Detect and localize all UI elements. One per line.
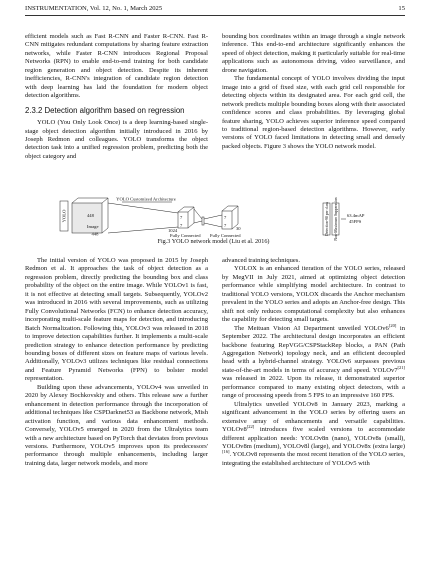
column-1-bottom xyxy=(25,257,208,468)
fig-dim-7b: 7 xyxy=(180,223,183,228)
header-rule xyxy=(25,15,405,16)
paragraph: The fundamental concept of YOLO involves dividing the input image into a grid of fixed size, with each grid cell responsible for detecting objects within its designated area. For each grid cell, the network predicts multiple bounding boxes along with their associated confidence scores and class probabilities. By leveraging global feature sharing, YOLO achieves superior inference speed compared to traditional region-based detection algorithms. However, early versions of YOLO faced limitations in detecting small and densely packed objects. Figure 3 shows the YOLO network model. xyxy=(222,75,405,150)
fig-dim-7a: 7 xyxy=(180,215,183,220)
fig-dim-448-top: 448 xyxy=(87,213,94,218)
column-2-bottom xyxy=(222,257,405,468)
fig-dim-1024: 1024 xyxy=(168,228,178,233)
page-number: 15 xyxy=(398,5,405,12)
text-run: in September 2022. The architectural design incorporates an efficient backbone featuring RepVGG/CSPStackRep blocks, a PAN (Path Aggregation Network) topology neck, and an efficient decoupled head with a hybrid-channel strategy. YOLOv6 surpasses previous state-of-the-art models in terms of accuracy and speed. YOLOv7 xyxy=(222,324,406,374)
paragraph: bounding box coordinates within an image through a single network inference. This end-to-end architecture significantly enhances the speed of object detection, making it particularly suitable for real-time applications such as autonomous driving, video surveillance, and drone navigation. xyxy=(222,33,405,74)
section-heading: 2.3.2 Detection algorithm based on regression xyxy=(25,105,185,115)
text-run: introduces five scaled versions to accommodate different application needs: YOLOv8n (nano), YOLOv8s (small), YOLOv8m (medium), YOLOv8l (large), and YOLOv8x (extra large) xyxy=(222,426,405,450)
fig-dim-7d: 7 xyxy=(224,223,227,228)
paragraph: The initial version of YOLO was proposed in 2015 by Joseph Redmon et al. It approaches the task of object detection as a regression problem, directly predicting the bounding box and class probability of the object on the entire image. While YOLOv1 is fast, it is not effective at detecting small targets. Subsequently, YOLOv2 was introduced in 2016 with several improvements, such as utilizing Fully Convolutional Networks (FCN) to enhance detection accuracy, incorporating multi-scale feature maps for detection, and introducing Batch Normalization. Following this, YOLOv3 was released in 2018 to improve detection capabilities further. It implements a multi-scale prediction strategy to enhance detection performance by predicting bounding boxes of different sizes on feature maps of various levels. Additionally, YOLOv3 utilizes techniques like residual connections and Feature Pyramid Networks (FPN) to bolster model representation. xyxy=(25,257,208,383)
fig-image-label: Image xyxy=(87,224,99,229)
fig-fc2-label: Fully Connected xyxy=(210,233,241,238)
paragraph: advanced training techniques. xyxy=(222,257,300,264)
fig-nms-label: Non-Maximum Suppression xyxy=(333,197,338,241)
text-run: . YOLOv8 represents the most recent iteration of the YOLO series, integrating the established architecture of YOLOv5 with xyxy=(222,451,405,467)
fig-input-label: YOLO xyxy=(61,209,67,223)
journal-running-title: INSTRUMENTATION, Vol. 12, No. 1, March 2025 xyxy=(25,5,163,12)
fig-fc1-label: Fully Connected xyxy=(170,233,201,238)
column-2-top xyxy=(222,33,405,151)
citation: [21] xyxy=(397,364,405,370)
paragraph: YOLOX is an enhanced iteration of the YOLO series, released by MegVII in July 2021, aimed at optimizing object detection performance while simplifying model architecture. In contrast to traditional YOLO versions, YOLOX discards the Anchor mechanism prevalent in the YOLO series and adopts an Anchor-free design. This shift not only reduces computational complexity but also enhances the capability for detecting small targets. xyxy=(222,265,405,324)
text-run: The Meituan Vision AI Department unveiled YOLOv6 xyxy=(234,324,389,332)
figure-labels xyxy=(62,197,365,241)
paragraph: efficient models such as Fast R-CNN and Faster R-CNN. Fast R-CNN mitigates redundant computations by sharing feature extraction networks, while Faster R-CNN introduces Regional Proposal Networks (RPN) to enable end-to-end training for both candidate region generation and object detection. Despite its inherent inefficiencies, R-CNN's integration of candidate region detection with deep learning has laid the foundation for modern object detection algorithms. xyxy=(25,33,208,100)
text-run: Ultralytics unveiled YOLOv8 in January 2023, marking a significant advancement in the YOLO series by offering users an extensive array of enhancements and versatile capabilities. YOLOv8 xyxy=(222,400,405,434)
figure-caption: Fig.3 YOLO network model (Liu et al. 2016) xyxy=(157,238,270,245)
citation: [22] xyxy=(246,424,255,430)
network-diagram xyxy=(60,196,405,241)
column-1-top xyxy=(25,33,208,161)
fig-detection-label: Detection-98 per class xyxy=(324,202,329,236)
fig-dim-448-bottom: 448 xyxy=(91,231,99,237)
paragraph: YOLO (You Only Look Once) is a deep learning-based single-stage object detection algorithm initially introduced in 2016 by Joseph Redmon and colleagues. YOLO transforms the object detection task into a unified regression problem, predicting both the object category and xyxy=(25,119,208,160)
paragraph: Building upon these advancements, YOLOv4 was unveiled in 2020 by Alexey Bochkovskiy and others. This release saw a further enhancement in detection performance through the incorporation of additional techniques like CSPDarknet53 as Backbone network, Mish activation function, and various data enhancement methods. Conversely, YOLOv5 emerged in 2020 from the Ultralytics team with a new architecture based on PyTorch that deviates from previous versions. Furthermore, YOLOv5 improves upon its predecessors' performance through multiple enhancements, including larger training data, larger network models, and more xyxy=(25,383,208,467)
figure-yolo-network xyxy=(60,196,405,241)
fc-vector xyxy=(202,217,204,225)
paragraph xyxy=(222,401,405,469)
citation: [16] xyxy=(222,449,230,455)
fig-result-fps: 45FPS xyxy=(349,219,362,224)
fig-dim-30: 30 xyxy=(236,226,241,231)
paragraph xyxy=(222,322,406,401)
fig-result-map: 63.4mAP xyxy=(347,213,365,218)
fig-dim-7c: 7 xyxy=(224,215,227,220)
citation: [20] xyxy=(388,322,397,328)
fig-arch-label: YOLO Customized Architecture xyxy=(116,196,176,202)
text-run: was released in 2022. Upon its release, it demonstrated superior performance compared to many existing object detectors, with a range of processing speeds from 5 FPS to an impressive 160 FPS. xyxy=(222,375,405,400)
